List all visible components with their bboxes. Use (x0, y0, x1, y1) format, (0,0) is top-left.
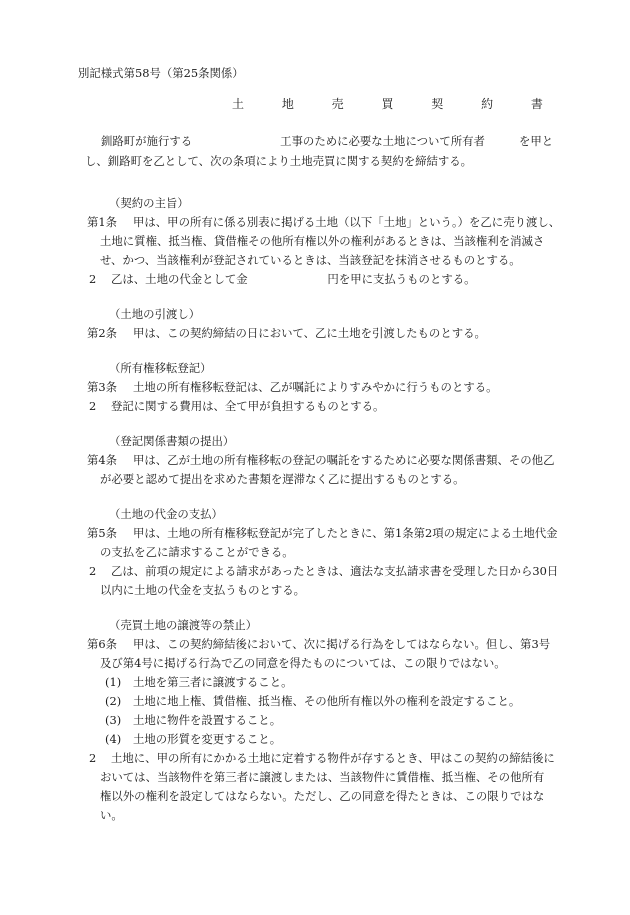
article-number: 第3条 (87, 380, 118, 394)
paragraph-text: 甲は、甲の所有に係る別表に掲げる土地（以下「土地」という。）を乙に売り渡し、 (133, 215, 561, 229)
paragraph-line (78, 324, 590, 343)
paragraph-text: 乙は、前項の規定による請求があったときは、適法な支払請求書を受理した日から30日 (111, 564, 559, 578)
article-paragraph (78, 270, 590, 289)
article-heading: （売買土地の譲渡等の禁止） (109, 618, 258, 632)
paragraph-line (78, 397, 590, 416)
preamble-line-1 (78, 132, 583, 152)
paragraph-text: 乙は、土地の代金として金 円を甲に支払うものとする。 (111, 272, 476, 286)
paragraph-text: 土地に、甲の所有にかかる土地に定着する物件が存するとき、甲はこの契約の締結後に (111, 751, 555, 765)
article-heading: （所有権移転登記） (109, 361, 212, 375)
paragraph-text: 甲は、この契約締結後において、次に掲げる行為をしてはならない。但し、第3号 (133, 637, 551, 651)
article-paragraph (78, 324, 590, 343)
list-item (78, 692, 590, 711)
paragraph-text: 登記に関する費用は、全て甲が負担するものとする。 (111, 399, 385, 413)
paragraph-number: 2 (89, 272, 97, 286)
article-1 (78, 194, 590, 289)
paragraph-line: が必要と認めて提出を求めた書類を遅滞なく乙に提出するものとする。 (100, 472, 465, 486)
paragraph-line: 権以外の権利を設定してはならない。ただし、乙の同意を得たときは、この限りではな (100, 789, 545, 803)
article-paragraph (78, 378, 590, 397)
paragraph-text: 甲は、この契約締結の日において、乙に土地を引渡したものとする。 (133, 326, 486, 340)
paragraph-text: 甲は、乙が土地の所有権移転の登記の嘱託をするために必要な関係書類、その他乙 (133, 453, 555, 467)
article-4 (78, 432, 590, 489)
article-number: 第2条 (87, 326, 118, 340)
article-paragraph (78, 562, 590, 600)
list-item-text: 土地を第三者に譲渡すること。 (133, 675, 293, 689)
paragraph-text: 土地の所有権移転登記は、乙が嘱託によりすみやかに行うものとする。 (133, 380, 498, 394)
article-paragraph (78, 524, 590, 562)
paragraph-line (78, 378, 590, 397)
paragraph-number: 2 (89, 564, 97, 578)
paragraph-line: 以内に土地の代金を支払うものとする。 (100, 583, 306, 597)
paragraph-line: 土地に質権、抵当権、貸借権その他所有権以外の権利があるときは、当該権利を消滅さ (100, 234, 545, 248)
list-item-text: 土地に地上権、賃借権、抵当権、その他所有権以外の権利を設定すること。 (133, 694, 521, 708)
preamble-text-b: 工事のために必要な土地について所有者 (280, 134, 485, 148)
list-item-number: (2) (105, 694, 122, 708)
article-number: 第5条 (87, 526, 118, 540)
list-item (78, 673, 590, 692)
preamble-text-a: 釧路町が施行する (101, 134, 193, 148)
paragraph-line (78, 562, 590, 581)
document-title: 土 地 売 買 契 約 書 (232, 97, 560, 111)
article-paragraph (78, 451, 590, 489)
article-paragraph (78, 397, 590, 416)
preamble-line-2: し、釧路町を乙として、次の条項により土地売買に関する契約を締結する。 (85, 154, 473, 168)
list-item-text: 土地に物件を設置すること。 (133, 713, 282, 727)
paragraph-line (78, 524, 590, 543)
article-paragraph (78, 749, 590, 825)
article-3 (78, 359, 590, 416)
paragraph-line: せ、かつ、当該権利が登記されているときは、当該登記を抹消させるものとする。 (100, 253, 521, 267)
article-heading: （土地の代金の支払） (109, 507, 223, 521)
paragraph-line: の支払を乙に請求することができる。 (100, 545, 294, 559)
article-6 (78, 616, 590, 825)
list-item-text: 土地の形質を変更すること。 (133, 732, 282, 746)
list-item (78, 711, 590, 730)
paragraph-number: 2 (89, 751, 97, 765)
article-number: 第1条 (87, 215, 118, 229)
paragraph-line (78, 213, 590, 232)
form-label: 別記様式第58号（第25条関係） (78, 66, 244, 80)
paragraph-number: 2 (89, 399, 97, 413)
list-item-number: (4) (105, 732, 122, 746)
article-number: 第6条 (87, 637, 118, 651)
paragraph-line (78, 451, 590, 470)
article-heading: （契約の主旨） (109, 196, 189, 210)
article-heading: （土地の引渡し） (109, 307, 201, 321)
preamble (78, 132, 583, 172)
article-5 (78, 505, 590, 600)
article-heading: （登記関係書類の提出） (109, 434, 235, 448)
list-item (78, 730, 590, 749)
paragraph-line: い。 (100, 808, 123, 822)
list-item-number: (3) (105, 713, 122, 727)
article-number: 第4条 (87, 453, 118, 467)
contract-body (78, 194, 590, 841)
list-item-number: (1) (105, 675, 122, 689)
paragraph-line: 及び第4号に掲げる行為で乙の同意を得たものについては、この限りではない。 (100, 656, 506, 670)
paragraph-line: おいては、当該物件を第三者に譲渡しまたは、当該物件に賃借権、抵当権、その他所有 (100, 770, 545, 784)
paragraph-line (78, 749, 590, 768)
paragraph-text: 甲は、土地の所有権移転登記が完了したときに、第1条第2項の規定による土地代金 (133, 526, 558, 540)
paragraph-line (78, 635, 590, 654)
article-paragraph (78, 213, 590, 270)
preamble-text-c: を甲と (518, 134, 554, 148)
article-2 (78, 305, 590, 343)
article-paragraph (78, 635, 590, 749)
paragraph-line (78, 270, 590, 289)
